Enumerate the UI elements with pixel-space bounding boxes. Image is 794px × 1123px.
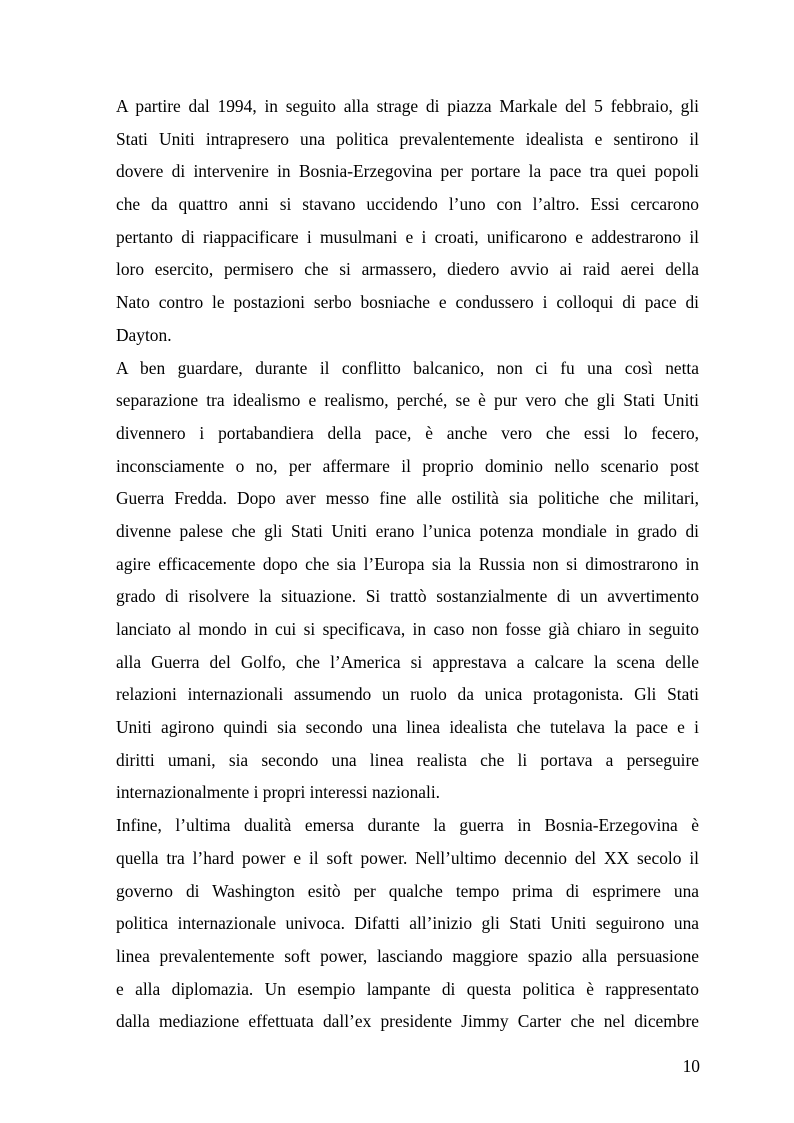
- text-line: divenne palese che gli Stati Uniti erano l’unica potenza mondiale in grado di: [116, 520, 699, 541]
- text-line: Guerra Fredda. Dopo aver messo fine alle ostilità sia politiche che militari,: [116, 488, 699, 509]
- text-line: Dayton.: [116, 324, 172, 345]
- text-line: politica internazionale univoca. Difatti all’inizio gli Stati Uniti seguirono una: [116, 913, 699, 934]
- text-line: lanciato al mondo in cui si specificava, in caso non fosse già chiaro in seguito: [116, 619, 699, 639]
- text-line: governo di Washington esitò per qualche tempo prima di esprimere una: [116, 880, 699, 901]
- text-line: Stati Uniti intrapresero una politica prevalentemente idealista e sentirono il: [116, 128, 699, 149]
- text-line: dovere di intervenire in Bosnia-Erzegovina per portare la pace tra quei popoli: [116, 161, 699, 182]
- text-line: separazione tra idealismo e realismo, perché, se è pur vero che gli Stati Uniti: [116, 390, 699, 411]
- text-line: loro esercito, permisero che si armassero, diedero avvio ai raid aerei della: [116, 259, 699, 280]
- text-line: alla Guerra del Golfo, che l’America si apprestava a calcare la scena delle: [116, 651, 699, 672]
- text-line: e alla diplomazia. Un esempio lampante di questa politica è rappresentato: [116, 978, 699, 999]
- page-number: 10: [682, 1056, 700, 1076]
- text-line: linea prevalentemente soft power, lasciando maggiore spazio alla persuasione: [116, 945, 699, 966]
- paragraph-2: [116, 352, 699, 810]
- text-line: grado di risolvere la situazione. Si trattò sostanzialmente di un avvertimento: [116, 586, 699, 607]
- text-line: inconsciamente o no, per affermare il proprio dominio nello scenario post: [116, 455, 699, 476]
- text-line: agire efficacemente dopo che sia l’Europa sia la Russia non si dimostrarono in: [116, 553, 699, 574]
- text-line: pertanto di riappacificare i musulmani e i croati, unificarono e addestrarono il: [116, 226, 699, 247]
- text-line: diritti umani, sia secondo una linea realista che li portava a perseguire: [116, 749, 699, 770]
- body-text: [116, 90, 699, 1038]
- paragraph-1: [116, 90, 699, 352]
- paragraph-3: [116, 809, 699, 1038]
- text-line: Nato contro le postazioni serbo bosniache e condussero i colloqui di pace di: [116, 292, 699, 313]
- text-line: dalla mediazione effettuata dall’ex presidente Jimmy Carter che nel dicembre: [116, 1011, 699, 1032]
- text-line: A partire dal 1994, in seguito alla strage di piazza Markale del 5 febbraio, gli: [116, 96, 699, 116]
- text-line: che da quattro anni si stavano uccidendo l’uno con l’altro. Essi cercarono: [116, 194, 699, 215]
- text-line: Infine, l’ultima dualità emersa durante la guerra in Bosnia-Erzegovina è: [116, 815, 699, 836]
- text-line: quella tra l’hard power e il soft power. Nell’ultimo decennio del XX secolo il: [116, 847, 699, 868]
- text-line: A ben guardare, durante il conflitto balcanico, non ci fu una così netta: [116, 357, 699, 378]
- text-line: internazionalmente i propri interessi nazionali.: [116, 782, 441, 803]
- text-line: Uniti agirono quindi sia secondo una linea idealista che tutelava la pace e i: [116, 717, 699, 738]
- text-line: relazioni internazionali assumendo un ruolo da unica protagonista. Gli Stati: [116, 684, 699, 705]
- text-line: divennero i portabandiera della pace, è anche vero che essi lo fecero,: [116, 422, 699, 443]
